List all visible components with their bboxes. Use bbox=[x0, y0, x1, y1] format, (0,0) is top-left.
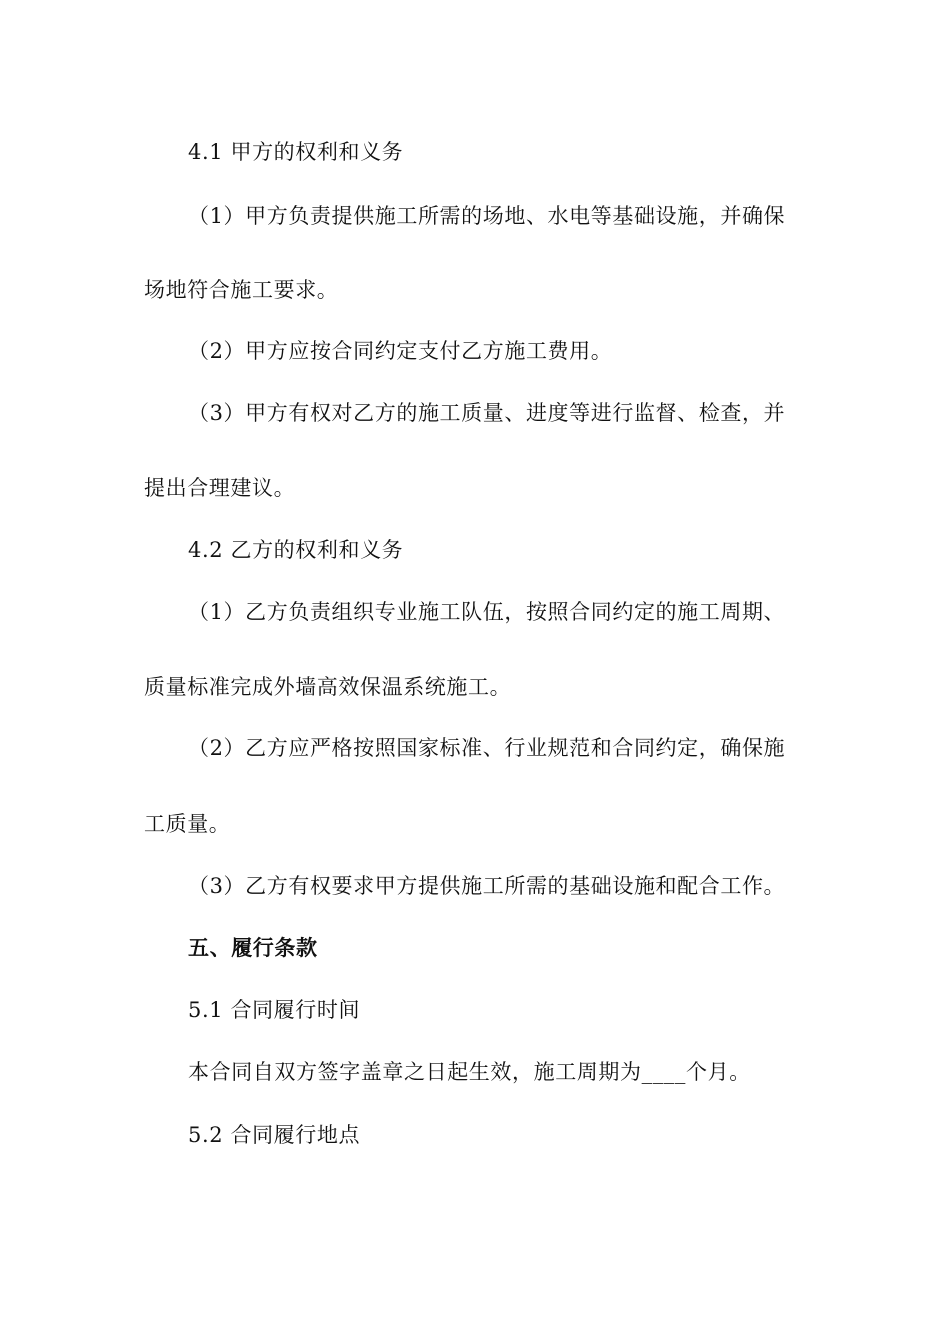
section-heading-5-1: 5.1 合同履行时间 bbox=[188, 998, 361, 1022]
paragraph-line: （3）乙方有权要求甲方提供施工所需的基础设施和配合工作。 bbox=[188, 874, 786, 898]
paragraph-line: （2）乙方应严格按照国家标准、行业规范和合同约定，确保施 bbox=[188, 736, 786, 760]
paragraph-line: 提出合理建议。 bbox=[144, 476, 296, 500]
section-heading-4-1: 4.1 甲方的权利和义务 bbox=[188, 140, 404, 164]
paragraph-line: （2）甲方应按合同约定支付乙方施工费用。 bbox=[188, 339, 613, 363]
paragraph-line: 场地符合施工要求。 bbox=[144, 278, 339, 302]
section-heading-4-2: 4.2 乙方的权利和义务 bbox=[188, 538, 404, 562]
paragraph-line: （1）甲方负责提供施工所需的场地、水电等基础设施，并确保 bbox=[188, 204, 786, 228]
paragraph-line: （1）乙方负责组织专业施工队伍，按照合同约定的施工周期、 bbox=[188, 600, 786, 624]
paragraph-line: （3）甲方有权对乙方的施工质量、进度等进行监督、检查，并 bbox=[188, 401, 786, 425]
paragraph-line: 质量标准完成外墙高效保温系统施工。 bbox=[144, 675, 512, 699]
paragraph-line: 本合同自双方签字盖章之日起生效，施工周期为____个月。 bbox=[188, 1060, 751, 1084]
chapter-heading-5: 五、履行条款 bbox=[188, 935, 318, 960]
paragraph-line: 工质量。 bbox=[144, 812, 231, 836]
section-heading-5-2: 5.2 合同履行地点 bbox=[188, 1123, 361, 1147]
